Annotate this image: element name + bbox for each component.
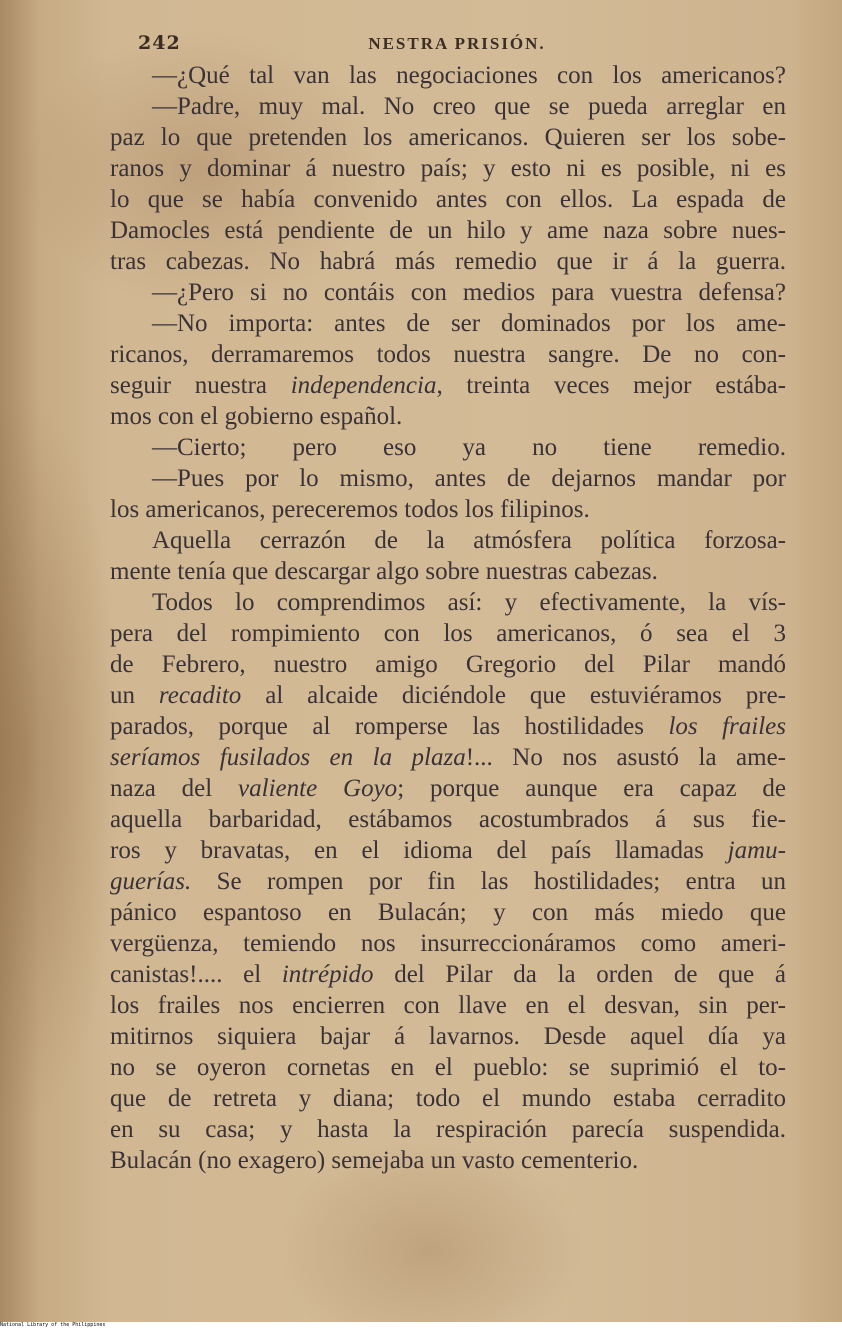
running-title-text: NESTRA PRISIÓN. xyxy=(368,34,546,53)
text-run: pánico espantoso en Bulacán; y con más miedo que xyxy=(110,899,786,926)
text-line xyxy=(110,494,786,525)
library-credit: National Library of the Philippines xyxy=(0,1322,842,1328)
text-line xyxy=(110,556,786,587)
text-line xyxy=(110,339,786,370)
running-title xyxy=(0,34,842,54)
text-run: —No importa: antes de ser dominados por los ame- xyxy=(152,310,786,337)
text-line xyxy=(110,277,786,308)
text-run: seguir nuestra xyxy=(110,372,291,399)
text-run: Se rompen por fin las hostilidades; entra un xyxy=(191,868,786,895)
text-line xyxy=(110,432,786,463)
text-run: pera del rompimiento con los americanos, ó sea el 3 xyxy=(110,620,786,647)
text-line xyxy=(110,60,786,91)
text-run: que de retreta y diana; todo el mundo estaba cerradito xyxy=(110,1085,786,1112)
text-run: no se oyeron cornetas en el pueblo: se suprimió el to- xyxy=(110,1054,786,1081)
text-run: tras cabezas. No habrá más remedio que ir á la guerra. xyxy=(110,248,786,275)
italic-run: intrépido xyxy=(281,961,374,988)
text-line xyxy=(110,866,786,897)
text-line xyxy=(110,587,786,618)
text-run: Aquella cerrazón de la atmósfera política forzosa- xyxy=(152,527,786,554)
text-run: naza del xyxy=(110,775,239,802)
text-line xyxy=(110,184,786,215)
text-run: —Padre, muy mal. No creo que se pueda arreglar en xyxy=(152,93,786,120)
text-run: al alcaide diciéndole que estuviéramos pre- xyxy=(241,682,786,709)
text-line xyxy=(110,990,786,1021)
text-run: del Pilar da la orden de que á xyxy=(373,961,787,988)
text-run: de Febrero, nuestro amigo Gregorio del Pilar mandó xyxy=(110,651,786,678)
text-line xyxy=(110,1021,786,1052)
text-run: , treinta veces mejor estába- xyxy=(436,372,786,399)
body-text xyxy=(110,60,786,1176)
text-line xyxy=(110,711,786,742)
text-run: —Pues por lo mismo, antes de dejarnos mandar por xyxy=(152,465,786,492)
text-run: mente tenía que descargar algo sobre nuestras cabezas. xyxy=(110,558,658,585)
text-run: Bulacán (no exagero) semejaba un vasto cementerio. xyxy=(110,1147,639,1174)
italic-run: guerías. xyxy=(110,868,192,895)
text-line xyxy=(110,680,786,711)
text-line xyxy=(110,215,786,246)
text-line xyxy=(110,401,786,432)
text-run: —¿Qué tal van las negociaciones con los americanos? xyxy=(152,62,786,89)
text-line xyxy=(110,1145,786,1176)
text-line xyxy=(110,1052,786,1083)
text-line xyxy=(110,122,786,153)
text-run: paz lo que pretenden los americanos. Quieren ser los sobe- xyxy=(110,124,786,151)
page-number: 242 xyxy=(138,32,181,54)
text-line xyxy=(110,835,786,866)
text-run: un xyxy=(110,682,159,709)
text-run: canistas!.... el xyxy=(110,961,282,988)
text-line xyxy=(110,804,786,835)
text-run: lo que se había convenido antes con ellos. La espada de xyxy=(110,186,786,213)
text-line xyxy=(110,1114,786,1145)
text-run: mitirnos siquiera bajar á lavarnos. Desde aquel día ya xyxy=(110,1023,786,1050)
italic-run: valiente Goyo xyxy=(238,775,398,802)
text-line xyxy=(110,246,786,277)
text-run: los americanos, pereceremos todos los filipinos. xyxy=(110,496,590,523)
text-line xyxy=(110,773,786,804)
text-run: !... No nos asustó la ame- xyxy=(465,744,787,771)
text-line xyxy=(110,897,786,928)
text-run: parados, porque al romperse las hostilidades xyxy=(110,713,669,740)
text-run: ricanos, derramaremos todos nuestra sangre. De no con- xyxy=(110,341,786,368)
text-run: en su casa; y hasta la respiración parecía suspendida. xyxy=(110,1116,786,1143)
text-line xyxy=(110,928,786,959)
text-run: —Cierto; pero eso ya no tiene remedio. xyxy=(152,434,786,461)
text-run: vergüenza, temiendo nos insurreccionáramos como ameri- xyxy=(110,930,786,957)
text-run: Todos lo comprendimos así: y efectivamente, la vís- xyxy=(152,589,786,616)
italic-run: recadito xyxy=(158,682,242,709)
text-line xyxy=(110,463,786,494)
text-line xyxy=(110,153,786,184)
text-run: ranos y dominar á nuestro país; y esto ni es posible, ni es xyxy=(110,155,786,182)
text-run: aquella barbaridad, estábamos acostumbrados á sus fie- xyxy=(110,806,786,833)
running-header xyxy=(0,30,842,60)
text-line xyxy=(110,618,786,649)
italic-run: independencia xyxy=(290,372,437,399)
text-line xyxy=(110,370,786,401)
text-line xyxy=(110,649,786,680)
text-run: los frailes nos encierren con llave en el desvan, sin per- xyxy=(110,992,786,1019)
text-run: ros y bravatas, en el idioma del país llamadas xyxy=(110,837,728,864)
text-line xyxy=(110,308,786,339)
italic-run: seríamos fusilados en la plaza xyxy=(110,744,466,771)
text-line xyxy=(110,742,786,773)
italic-run: jamu- xyxy=(727,837,786,864)
text-run: Damocles está pendiente de un hilo y ame naza sobre nues- xyxy=(110,217,786,244)
text-line xyxy=(110,1083,786,1114)
text-run: mos con el gobierno español. xyxy=(110,403,403,430)
text-run: —¿Pero si no contáis con medios para vuestra defensa? xyxy=(152,279,786,306)
text-line xyxy=(110,91,786,122)
text-run: ; porque aunque era capaz de xyxy=(397,775,787,802)
text-line xyxy=(110,959,786,990)
italic-run: los frailes xyxy=(668,713,786,740)
text-line xyxy=(110,525,786,556)
